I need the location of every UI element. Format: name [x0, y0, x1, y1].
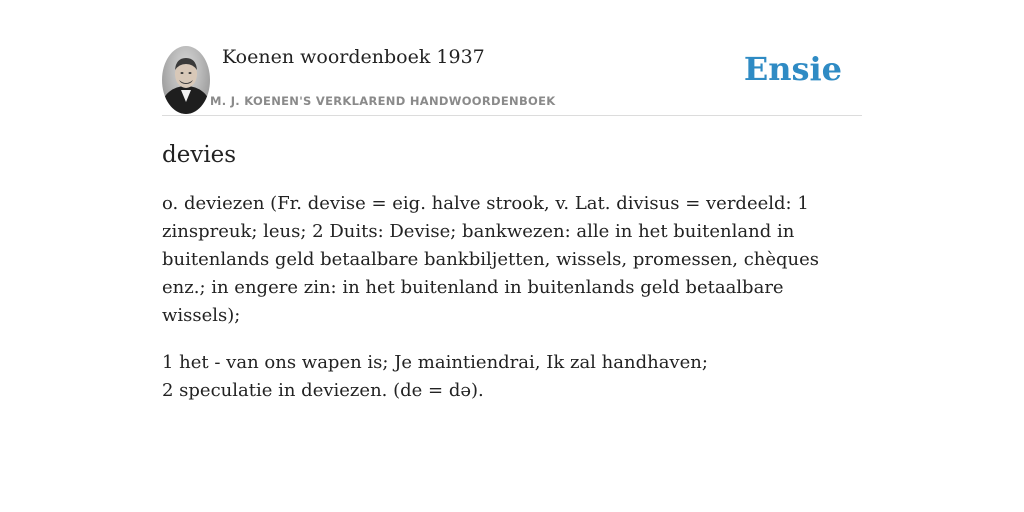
examples-block	[162, 349, 862, 405]
entry-page	[162, 40, 862, 405]
author-portrait	[162, 46, 210, 114]
definition-text: o. deviezen (Fr. devise = eig. halve strook, v. Lat. divisus = verdeeld: 1 zinspreuk; leus; 2 Duits: Devise; bankwezen: alle in het buitenland in buitenlands geld betaalbare bankbiljetten, wissels, promessen, chèques enz.; in engere zin: in het buitenland in buitenlands geld betaalbare wissels);	[162, 193, 820, 326]
headword: devies	[162, 142, 237, 168]
dictionary-title[interactable]: Koenen woordenboek 1937	[222, 46, 485, 68]
dictionary-subtitle: M. J. KOENEN'S VERKLAREND HANDWOORDENBOEK	[210, 94, 556, 108]
example-line: 1 het - van ons wapen is; Je maintiendrai, Ik zal handhaven;	[162, 352, 708, 373]
page-header	[162, 40, 862, 116]
example-line: 2 speculatie in deviezen. (de = də).	[162, 380, 484, 401]
ensie-logo-link[interactable]: Ensie	[743, 50, 842, 88]
